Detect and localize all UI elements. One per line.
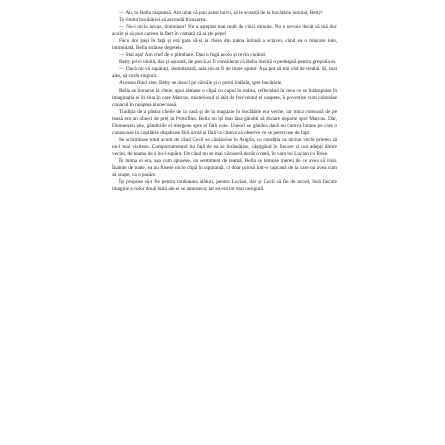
body-text bbox=[112, 10, 337, 193]
paragraph: — Stai așa! Am chef de o plimbare. Dau o fugă acolo și revin curând. bbox=[119, 52, 266, 59]
paragraph: Bella se întoarse la cheie, apoi rămase o clipă cu capul în mâini, reflectând la ceea ce se întâmplase în imaginația ei în ziua în care Marcus, misteriosul și atât de frecventul ei oaspete, îi povestise cum coborâse conacul în noaptea alunecoasă. bbox=[112, 87, 337, 108]
paragraph: — Nu-i nicio necaz, domnișor! Nu a așteptat mai mult de cinci minute. Nu e nevoie decât să mă duc acolo și să pun carnea la fiert în camară că ai ște pepe! bbox=[112, 24, 337, 38]
paragraph: Se schimbase totul acum de când Cecil se căsătorise în Anglia, cu condiția ca niciun vechi prieten să nu-l mai viziteze. Comportamentul lui față de ea se înrăutățise, câștigând în fiecare zi noi adepți dintre vecini, de teama de a nu-l supăra. De când nu se mai văzuseră decât o dată, în vara lui Lucian cu Rose. bbox=[112, 136, 337, 157]
paragraph: — Ah, tu Bella răspunsă. Am uitat că pun acest lucru, să le scoarță de la bucătărie lumină, Betty! bbox=[119, 10, 323, 16]
paragraph: Făcu doi pași în față și era gata să-și ia cheia din mâna întinsă a sclavei, când ea o mișcare iute, intimidată, Bella strânse degetele. bbox=[112, 38, 337, 52]
paragraph: Își propuse să-i fie pentru totdeauna alături, pentru Lucian, dar și Cecil să fie de acord, însă fiecare imagine a celor două lumi ale ei se amesteca, iar ea era tot mai nesigură. bbox=[112, 179, 337, 193]
paragraph: — Dacă nu vă supărați, domnișoară, asta mi-ar fi de mare ajutor. Așa pot să mă văd de treabă. Și, mai ales, să curăț singură. bbox=[112, 66, 337, 80]
paragraph: Tradiția de a păstra cheile de la casă și de la magazie în bucătărie era veche, iar mica comoară de pe masă era un obiect de preț în Portofino. Bella nu își mai lăsa gândul să zboare departe spre Marcus. Dar, Dumnezeu știe, gândurile ei mergeau spre el fără voie. Uneori se gândea dacă nu cumva lumea pe care o cunoscuse în copilărie dispăruse fără urmă și fără ca cineva să observe ce se petrecuse de fapt. bbox=[112, 108, 337, 136]
paragraph: Aceasta fiind zise, Betty se răsuci pe călcâie și o porni îndărăt, spre bucătărie. bbox=[119, 80, 283, 87]
paragraph: În inima ei era, așa cum spusese, un sentiment de teamă, Bella se temuse mereu de ce avea să vină. Înainte de toate, ea nu fusese nicio clipă în siguranță, ci doar prinsă într-o capcană de la care nu avea cum să scape, ca o pasăre. bbox=[112, 157, 337, 179]
paragraph: Te rindul bucătăriei să ascundă frunzarea. bbox=[119, 17, 207, 24]
paragraph: Betty privi uluită, dar și ușurată, de parcă ar fi considerat că Bella merită o pedeapsă pentru greșeala ei. bbox=[119, 59, 337, 66]
